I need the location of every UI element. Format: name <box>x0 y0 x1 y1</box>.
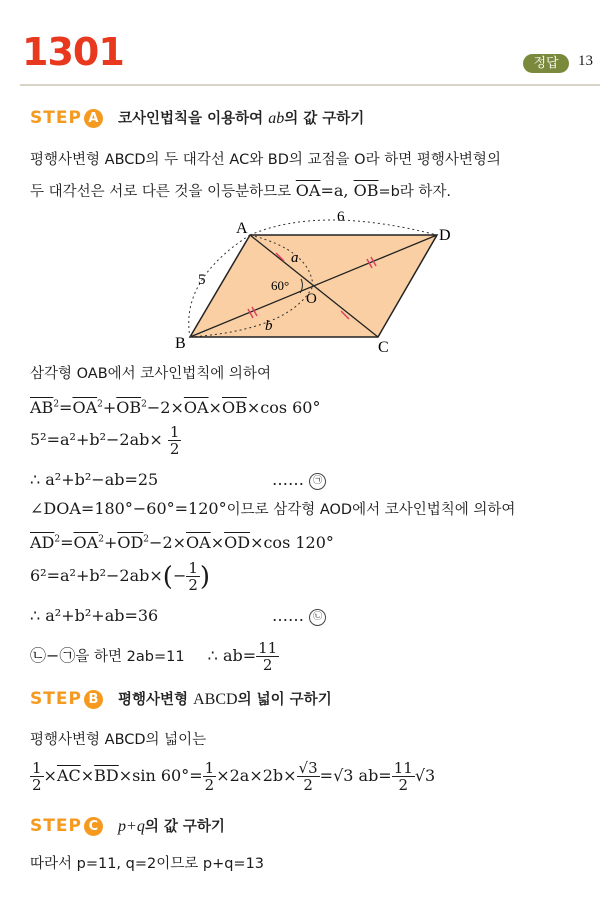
point-o-label: O <box>306 291 317 307</box>
fraction-one-half <box>168 424 182 457</box>
area-f3-d: 2 <box>303 776 313 794</box>
frac-den: 2 <box>169 440 180 458</box>
seg-od-2: $\overline{OD}$ <box>224 533 251 552</box>
marker-circle-1: ㉠ <box>309 473 326 490</box>
seg-bd: $\overline{BD}$ <box>94 766 119 785</box>
dots-1: …… <box>272 470 304 489</box>
result-eq-2-text: ∴ a²+b²+ab=36 <box>30 606 159 625</box>
seg-od-1: $\overline{OD}$ <box>117 533 144 552</box>
times-2: × <box>80 766 95 785</box>
area-f4-n: 11 <box>393 759 413 777</box>
frac3-num: 11 <box>258 639 278 657</box>
area-tail: √3 <box>414 766 436 785</box>
marker-circle-2: ㉡ <box>309 609 326 626</box>
step-c-letter-badge: C <box>84 817 103 836</box>
step-b-label: STEP <box>30 689 82 709</box>
header-divider <box>20 84 600 86</box>
step-a-title-var: ab <box>268 110 285 127</box>
area-frac-3 <box>297 760 320 793</box>
segment-oa: $\overline{OA}$ <box>295 181 321 200</box>
seg-oa-4: $\overline{OA}$ <box>186 533 211 552</box>
point-a-label: A <box>236 220 248 237</box>
eq1-tail: ×cos 60° <box>246 398 321 417</box>
step-b-title-math: ABCD <box>193 691 238 708</box>
result-eq-1 <box>30 470 158 489</box>
intro-line-2 <box>30 180 451 201</box>
angle-doa-line <box>30 498 515 519</box>
angle-doa-math: ∠DOA=180°−60°=120° <box>30 499 227 518</box>
law-of-cosines-1: $\overline{AB}^2=\overline{OA}^2+\overline{OB}^2-2\times\overline{OA}\times\overline{OB}\times\cos$ 60° <box>30 398 321 417</box>
subtract-text: 을 하면 2ab=11 <box>75 649 185 665</box>
triangle-oab-intro <box>30 362 271 383</box>
marker-2 <box>272 606 326 626</box>
eq-a: =a, <box>320 181 354 200</box>
subtract-markers: ㉡−㉠ <box>30 646 76 665</box>
step-b-title-post: 의 넓이 구하기 <box>237 692 332 708</box>
segment-b-label: b <box>265 318 273 334</box>
fraction-neg-half <box>186 560 200 593</box>
frac2-num: 1 <box>188 559 198 577</box>
area-f2-n: 1 <box>204 759 215 777</box>
parallelogram-figure <box>170 205 470 355</box>
eq-b: =b라 하자. <box>378 184 452 200</box>
subtract-eq <box>30 640 279 673</box>
marker-1 <box>272 470 326 490</box>
dots-2: …… <box>272 606 304 625</box>
area-mid: ×2a×2b× <box>216 766 297 785</box>
step-a-heading <box>30 107 364 128</box>
segment-a-label: a <box>291 250 299 266</box>
area-intro <box>30 728 206 749</box>
eq-6-lhs: 6²=a²+b²−2ab× <box>30 566 163 585</box>
answer-badge: 정답 <box>523 54 569 73</box>
point-b-label: B <box>175 335 186 352</box>
triangle-oab-text: 삼각형 OAB에서 코사인법칙에 의하여 <box>30 366 271 382</box>
step-a-title-post: 의 값 구하기 <box>284 111 365 127</box>
seg-ad: $\overline{AD}$ <box>30 533 55 552</box>
area-f1-d: 2 <box>32 776 42 794</box>
eq-6-squared: 6²=a²+b²−2ab×(− $\frac{1}{2}$ ) <box>30 559 211 594</box>
frac3-den: 2 <box>262 656 273 674</box>
step-c-heading <box>30 815 225 836</box>
area-f2-d: 2 <box>204 776 215 794</box>
side-ad-label: 6 <box>337 209 345 225</box>
seg-oa-1: $\overline{OA}$ <box>72 398 98 417</box>
seg-ob-1: $\overline{OB}$ <box>116 398 142 417</box>
area-frac-4 <box>392 760 415 793</box>
conclusion-text: 따라서 p=11, q=2이므로 p+q=13 <box>30 856 265 872</box>
times-1: × <box>43 766 57 785</box>
result-eq-1-text: ∴ a²+b²−ab=25 <box>30 470 159 489</box>
area-f1-n: 1 <box>32 759 42 777</box>
sin-part: ×sin 60°= <box>118 766 203 785</box>
conclusion <box>30 852 264 873</box>
seg-ob-2: $\overline{OB}$ <box>221 398 247 417</box>
point-d-label: D <box>439 227 451 244</box>
eq1-mid: −2× <box>146 398 184 417</box>
step-a-letter-badge: A <box>84 109 103 128</box>
step-a-title-pre: 코사인법칙을 이용하여 <box>118 111 269 127</box>
eq-5-squared <box>30 424 181 457</box>
intro-line-1-text: 평행사변형 ABCD의 두 대각선 AC와 BD의 교점을 O라 하면 평행사변형의 <box>30 152 501 168</box>
area-f3-n: √3 <box>298 759 318 777</box>
seg-oa-2: $\overline{OA}$ <box>183 398 209 417</box>
area-f4-d: 2 <box>398 776 409 794</box>
seg-ac: $\overline{AC}$ <box>56 766 81 785</box>
page-number: 13 <box>578 53 593 69</box>
fraction-11-2 <box>256 640 279 673</box>
angle-label: 60° <box>271 278 290 293</box>
law-of-cosines-2: $\overline{AD}^2=\overline{OA}^2+\overline{OD}^2-2\times\overline{OA}\times\overline{OD}\times\cos$ 120° <box>30 533 334 552</box>
step-b-heading <box>30 688 332 709</box>
segment-ob: $\overline{OB}$ <box>353 181 379 200</box>
area-intro-text: 평행사변형 ABCD의 넓이는 <box>30 732 207 748</box>
area-equation <box>30 760 435 793</box>
problem-number: 1301 <box>22 30 124 74</box>
angle-doa-text: 이므로 삼각형 AOD에서 코사인법칙에 의하여 <box>226 502 516 518</box>
intro-line-2-text: 두 대각선은 서로 다른 것을 이등분하므로 <box>30 184 296 200</box>
step-a-label: STEP <box>30 108 82 128</box>
intro-line-1 <box>30 148 501 169</box>
step-c-title-post: 의 값 구하기 <box>144 819 225 835</box>
result-eq-2 <box>30 606 158 625</box>
frac-num: 1 <box>169 423 180 441</box>
side-ab-label: 5 <box>198 272 206 288</box>
step-b-title-pre: 평행사변형 <box>118 692 194 708</box>
seg-ab: $\overline{AB}$ <box>30 398 54 417</box>
eq2-tail: ×cos 120° <box>250 533 334 552</box>
area-frac-2 <box>203 760 217 793</box>
ab-result-lhs: ∴ ab= <box>207 646 257 665</box>
step-c-label: STEP <box>30 816 82 836</box>
eq2-lhs: 5²=a²+b²−2ab× <box>30 430 163 449</box>
frac2-den: 2 <box>188 576 198 594</box>
step-b-letter-badge: B <box>84 690 103 709</box>
area-eq-mid: =√3 ab= <box>319 766 392 785</box>
point-c-label: C <box>378 339 389 355</box>
seg-oa-3: $\overline{OA}$ <box>73 533 99 552</box>
area-frac-1 <box>30 760 44 793</box>
step-c-title-math: p+q <box>118 818 145 835</box>
